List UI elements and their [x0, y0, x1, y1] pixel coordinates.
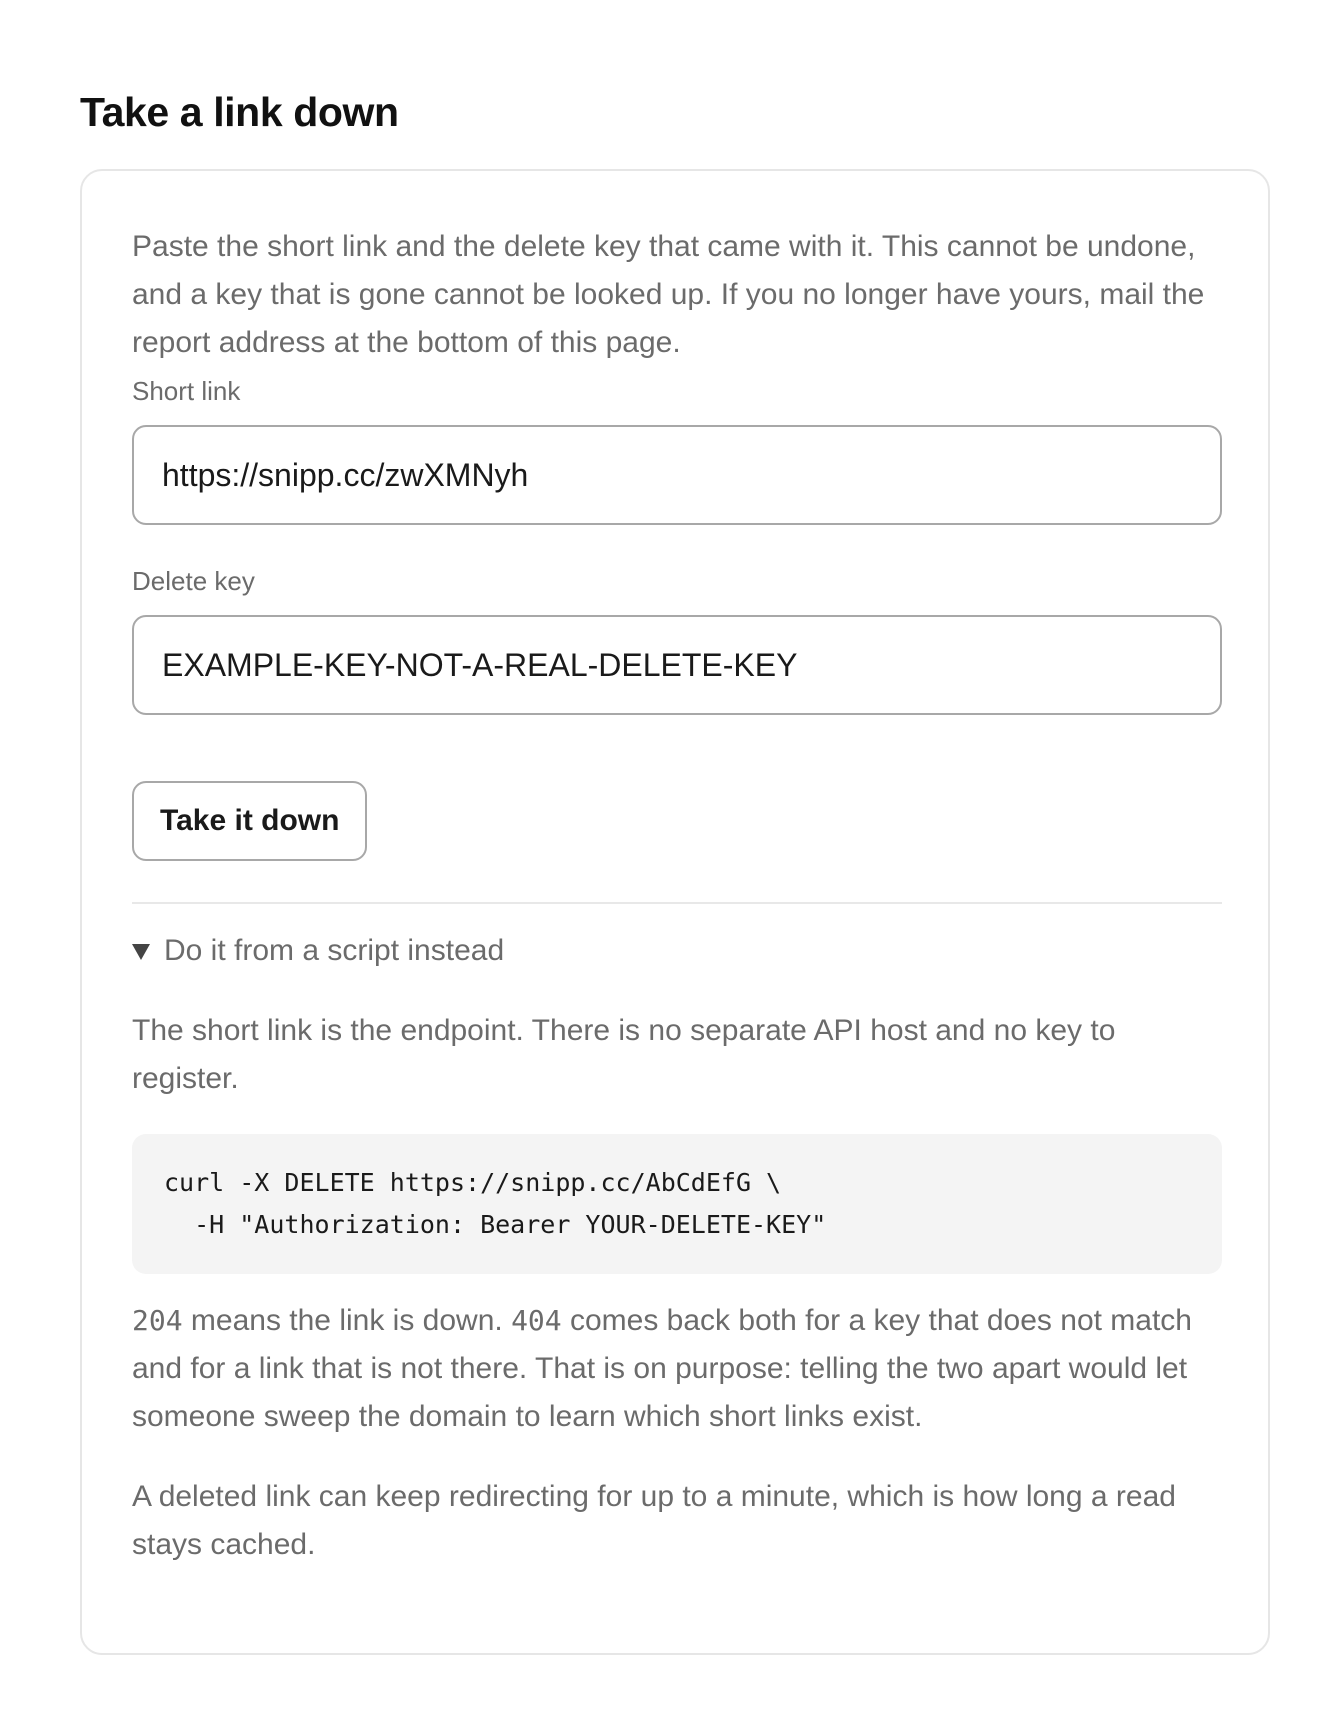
status-text-404: comes back both for a key that does not match and for a link that is not there. That is on purpose: telling the two apart would let someone sweep the domain to learn which short links exist.: [132, 1304, 1192, 1433]
short-link-input[interactable]: [132, 425, 1222, 525]
status-text-204: means the link is down.: [182, 1304, 512, 1337]
takedown-card: [80, 169, 1270, 1655]
status-explanation: [132, 1297, 1222, 1441]
cache-note: A deleted link can keep redirecting for up to a minute, which is how long a read stays cached.: [132, 1480, 1176, 1561]
script-section-summary: Do it from a script instead: [164, 934, 505, 967]
status-code-404: 404: [511, 1304, 562, 1337]
take-it-down-button[interactable]: Take it down: [132, 781, 367, 861]
delete-key-input[interactable]: [132, 615, 1222, 715]
status-code-204: 204: [132, 1304, 183, 1337]
triangle-down-icon: [132, 944, 150, 960]
short-link-label: Short link: [132, 376, 241, 406]
section-divider: [132, 902, 1222, 904]
curl-code-block: curl -X DELETE https://snipp.cc/AbCdEfG \ -H "Authorization: Bearer YOUR-DELETE-KEY": [132, 1134, 1222, 1274]
script-section-toggle[interactable]: [132, 931, 1222, 971]
script-intro-text: The short link is the endpoint. There is no separate API host and no key to register.: [132, 1014, 1116, 1095]
delete-key-label: Delete key: [132, 566, 255, 596]
page-title: Take a link down: [80, 89, 399, 135]
intro-text: Paste the short link and the delete key that came with it. This cannot be undone, and a key that is gone cannot be looked up. If you no longer have yours, mail the report address at the bottom of this page.: [132, 230, 1205, 359]
